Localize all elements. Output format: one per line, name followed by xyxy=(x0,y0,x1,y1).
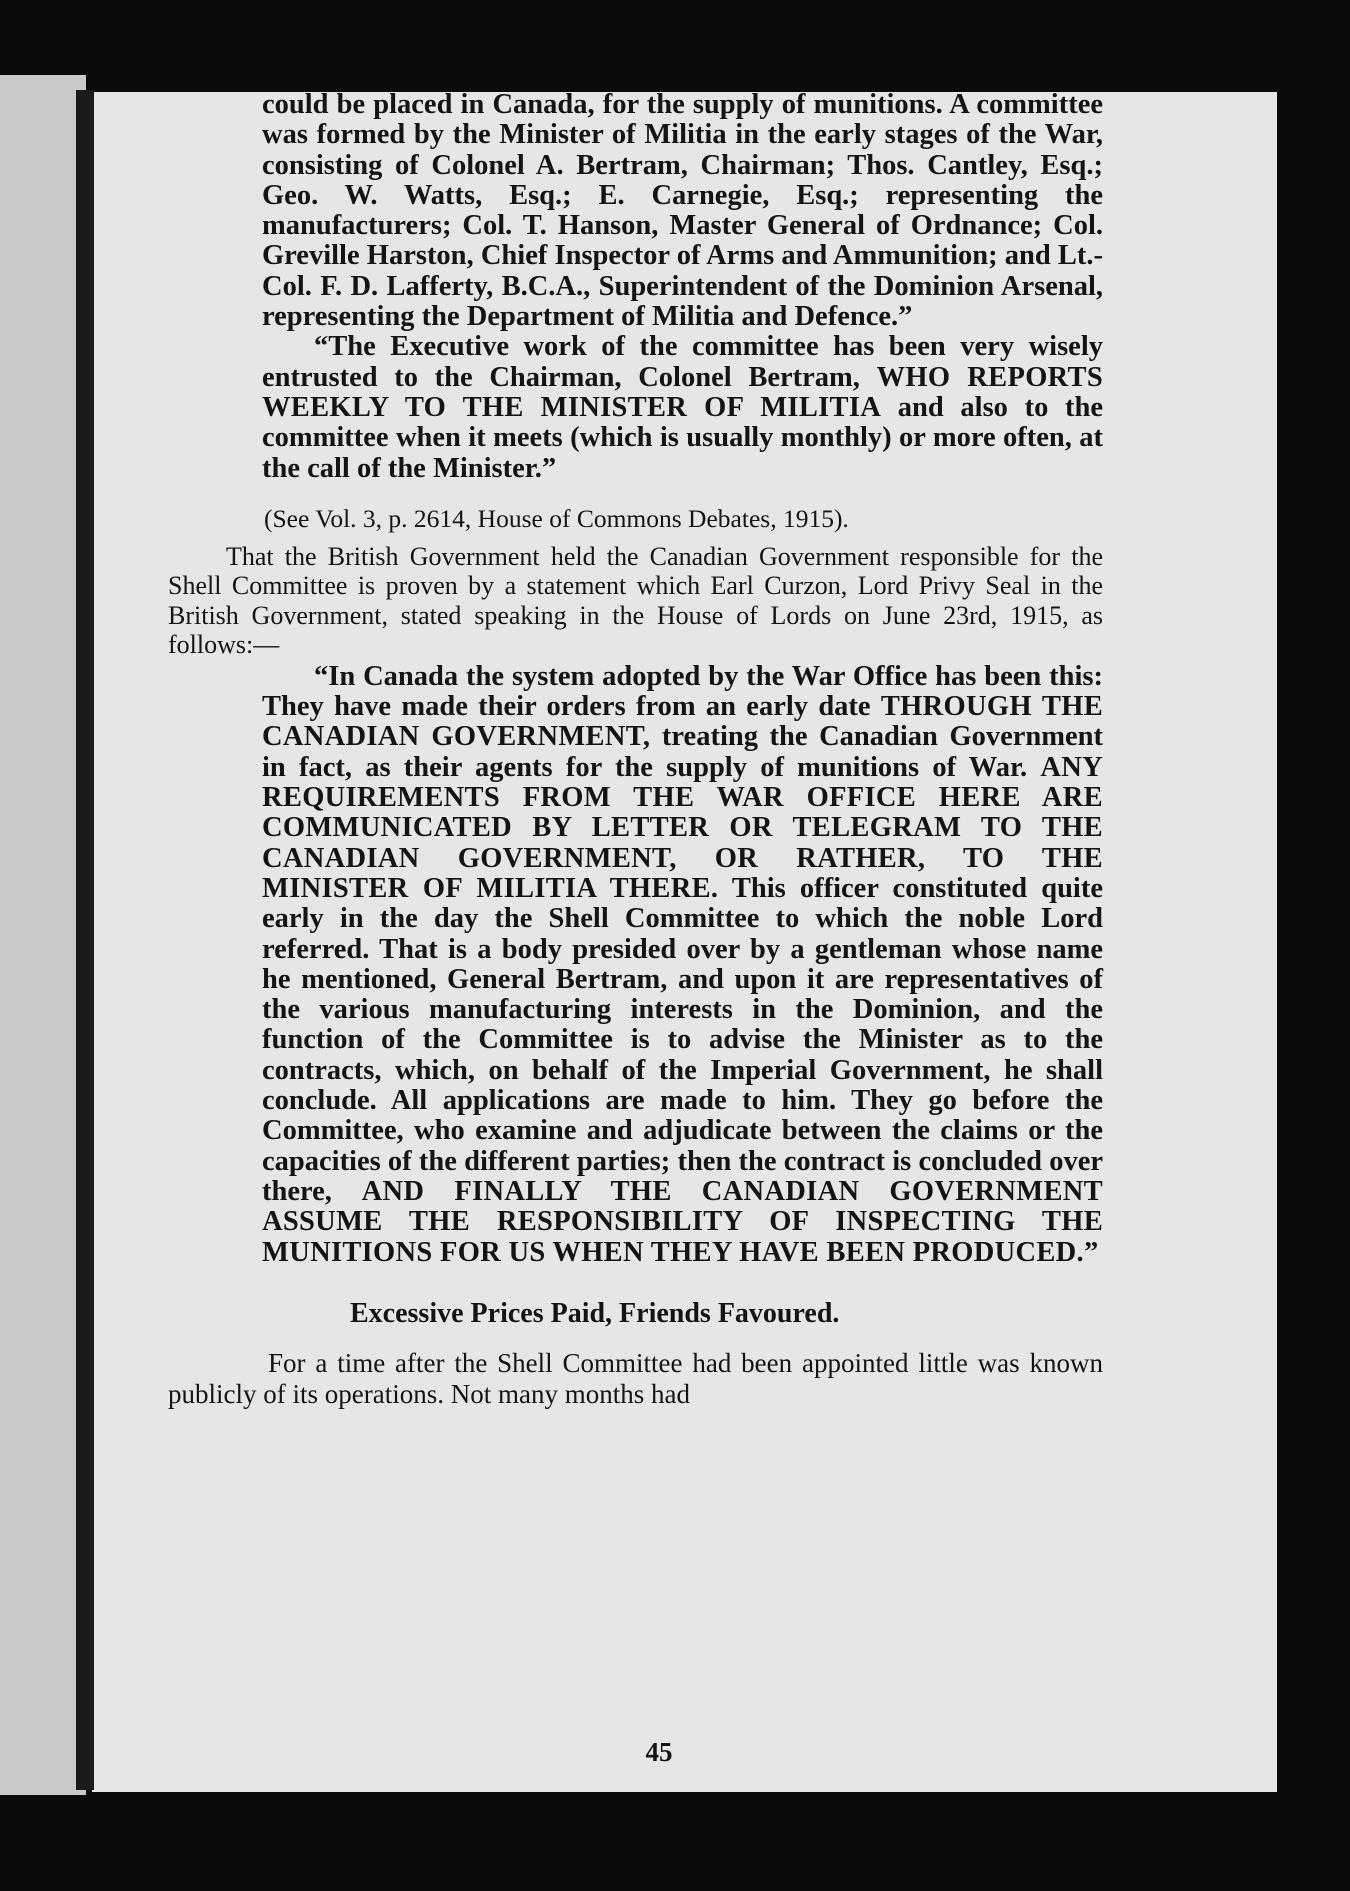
paragraph-curzon: That the British Government held the Canadian Government responsible for the Shell Committee is proven by a statement which Earl Curzon, Lord Privy Seal in the British Government, stated speaking in the House of Lords on June 23rd, 1915, as follows:— xyxy=(168,541,1103,660)
executive-quote xyxy=(262,332,1103,483)
committee-text: could be placed in Canada, for the supply of munitions. A committee was formed by the Minister of Militia in the early stages of the War, consisting of Colonel A. Bertram, Chairman; Thos. Cantley, Esq.; Geo. W. Watts, Esq.; E. Carnegie, Esq.; representing the manufacturers; Col. T. Hanson, Master General of Ordnance; Col. Greville Harston, Chief Inspector of Arms and Ammunition; and Lt.-Col. F. D. Lafferty, B.C.A., Superintendent of the Dominion Arsenal, representing the Department of Militia and Defence.” xyxy=(262,89,1103,333)
curzon-caps-3: AND FINALLY THE CANADIAN GOVERNMENT ASSUME THE RESPONSIBILITY OF INSPECTING THE MUNITIONS FOR US WHEN THEY HAVE BEEN PRODUCED.” xyxy=(262,1175,1103,1268)
curzon-text-b: treating the Canadian Government in fact, as their agents for the supply of munitions of War. xyxy=(262,721,1104,783)
executive-text-a: “The Executive work of the committee has been very wisely entrusted to the Chairman, Colonel Bertram, xyxy=(262,331,1103,393)
left-page-edge xyxy=(0,75,86,1795)
page-text xyxy=(168,90,1103,1410)
quoted-block-committee xyxy=(262,90,1103,484)
executive-text-b: and also to the committee when it meets (which is usually monthly) or more often, at the call of the Minister.” xyxy=(262,391,1104,484)
executive-caps: WHO REPORTS WEEKLY TO THE MINISTER OF MILITIA xyxy=(262,361,1103,423)
paragraph-shell-committee: For a time after the Shell Committee had been appointed little was known publicly of its operations. Not many months had xyxy=(168,1347,1103,1409)
citation: (See Vol. 3, p. 2614, House of Commons Debates, 1915). xyxy=(264,503,849,533)
book-spine xyxy=(76,90,94,1790)
curzon-quote xyxy=(262,662,1103,1268)
curzon-caps-2: ANY REQUIREMENTS FROM THE WAR OFFICE HERE ARE COMMUNICATED BY LETTER OR TELEGRAM TO THE CANADIAN GOVERNMENT, OR RATHER, TO THE MINISTER OF MILITIA THERE. xyxy=(262,751,1104,904)
quoted-block-curzon xyxy=(262,662,1103,1268)
curzon-text-c: This officer constituted quite early in the day the Shell Committee to which the noble Lord referred. That is a body presided over by a gentleman whose name he mentioned, General Bertram, and upon it are representatives of the various manufacturing interests in the Dominion, and the function of the Committee is to advise the Minister as to the contracts, which, on behalf of the Imperial Government, he shall conclude. All applications are made to him. They go before the Committee, who examine and adjudicate between the claims or the capacities of the different parties; then the contract is concluded over there, xyxy=(262,872,1103,1207)
page-number: 45 xyxy=(645,1737,673,1767)
curzon-text-a: “In Canada the system adopted by the War Office has been this: They have made their orders from an early date xyxy=(262,660,1103,723)
curzon-caps-1: THROUGH THE CANADIAN GOVERNMENT, xyxy=(262,691,1103,753)
section-heading: Excessive Prices Paid, Friends Favoured. xyxy=(350,1297,840,1329)
